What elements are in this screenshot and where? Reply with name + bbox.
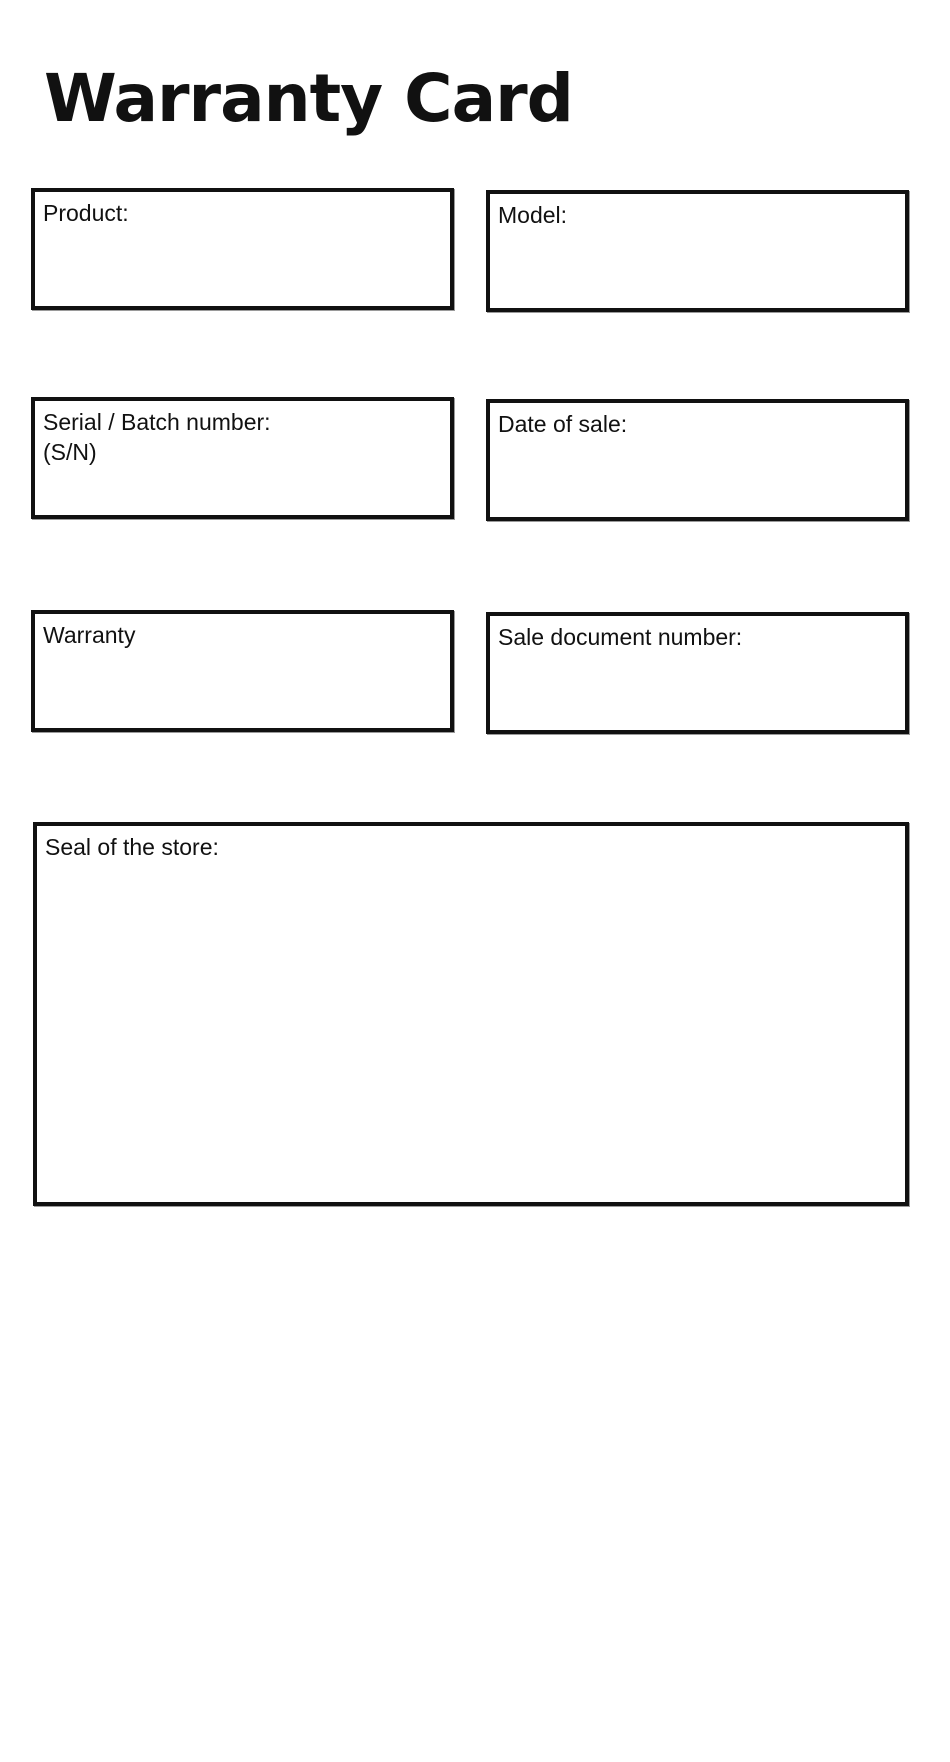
product-field[interactable] bbox=[31, 188, 454, 310]
serial-label-line-1: Serial / Batch number: bbox=[43, 409, 271, 435]
warranty-field[interactable] bbox=[31, 610, 454, 732]
model-label: Model: bbox=[498, 202, 568, 228]
date-of-sale-field[interactable] bbox=[486, 399, 909, 521]
product-label: Product: bbox=[43, 200, 129, 226]
warranty-label: Warranty bbox=[43, 622, 136, 648]
serial-batch-number-label bbox=[43, 407, 271, 468]
store-seal-field[interactable] bbox=[33, 822, 909, 1206]
sale-document-number-label: Sale document number: bbox=[498, 624, 743, 650]
serial-label-line-2: (S/N) bbox=[43, 439, 97, 466]
serial-batch-number-field[interactable] bbox=[31, 397, 454, 519]
date-of-sale-label: Date of sale: bbox=[498, 411, 628, 437]
store-seal-label: Seal of the store: bbox=[45, 834, 219, 860]
page-title: Warranty Card bbox=[44, 60, 573, 137]
model-field[interactable] bbox=[486, 190, 909, 312]
sale-document-number-field[interactable] bbox=[486, 612, 909, 734]
